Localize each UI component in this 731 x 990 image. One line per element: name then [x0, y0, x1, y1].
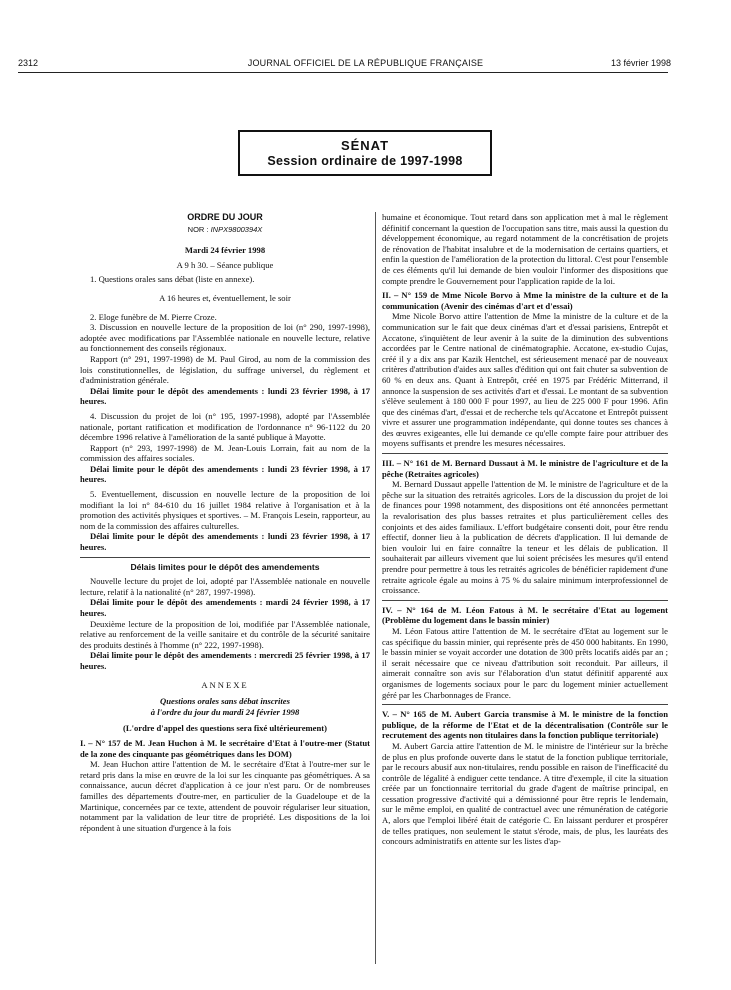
agenda-item-4: 4. Discussion du projet de loi (n° 195, 1997-1998), adopté par l'Assemblée nationale, portant ratification et modification de l'ordonnance n° 96-1122 du 20 décembre 1996 relative à l'amélioration de la santé publique à Mayotte.: [80, 410, 370, 443]
agenda-item-4-report: Rapport (n° 293, 1997-1998) de M. Jean-Louis Lorrain, fait au nom de la commission des affaires sociales.: [80, 442, 370, 464]
nor-label: NOR :: [187, 224, 211, 234]
morning-session: A 9 h 30. – Séance publique: [176, 259, 274, 270]
running-header: [0, 58, 731, 70]
question-164-body: M. Léon Fatous attire l'attention de M. le secrétaire d'Etat au logement sur le cas spécifique du bassin minier, qui représente près de 450 000 habitants. En 1990, le bassin minier se voyait accorder une dotation de 300 prêts locatifs aidés par an ; il serait nécessaire que ce niveau d'attribution soit reconduit. Par ailleurs, il aimerait connaître son avis sur l'élaboration d'un statut définitif apparenté aux organismes de logements sociaux pour le parc du logement minier actuellement géré par les Charbonnages de France.: [382, 625, 668, 700]
question-159-heading: II. – N° 159 de Mme Nicole Borvo à Mme la ministre de la culture et de la communication (Avenir des cinémas d'art et d'essai): [382, 290, 668, 311]
deadlines-para-2: Deuxième lecture de la proposition de loi, modifiée par l'Assemblée nationale, relative au renforcement de la veille sanitaire et du contrôle de la sécurité sanitaire des produits destinés à l'homme (n° 222, 1997-1998).: [80, 618, 370, 650]
questions-title-1: Questions orales sans débat inscrites: [160, 696, 290, 707]
right-column: [382, 212, 668, 847]
section-divider: [80, 557, 370, 558]
column-separator: [375, 212, 376, 964]
agenda-item-5-deadline: Délai limite pour le dépôt des amendements : lundi 23 février 1998, à 17 heures.: [80, 531, 370, 553]
question-165-heading: V. – N° 165 de M. Aubert Garcia transmise à M. le ministre de la fonction publique, de la réforme de l'Etat et de la décentralisation (Contrôle sur le recrutement des agents non titulaires dans la fonction publique territoriale): [382, 709, 668, 741]
senate-banner: [238, 130, 492, 176]
agenda-item-1: 1. Questions orales sans débat (liste en annexe).: [90, 274, 255, 285]
question-157-heading: I. – N° 157 de M. Jean Huchon à M. le secrétaire d'Etat à l'outre-mer (Statut de la zone des cinquante pas géométriques dans les DOM): [80, 737, 370, 759]
page-number: 2312: [18, 58, 39, 68]
question-divider: [382, 704, 668, 705]
agenda-item-5: 5. Eventuellement, discussion en nouvelle lecture de la proposition de loi modifiant la loi n° 84-610 du 16 juillet 1984 relative à l'organisation et à la promotion des activités physiques et sportives. – M. François Lesein, rapporteur, au nom de la commission des affaires culturelles.: [80, 489, 370, 531]
question-divider: [382, 453, 668, 454]
banner-title: SÉNAT: [340, 138, 390, 153]
deadlines-para-1-deadline: Délai limite pour le dépôt des amendements : mardi 24 février 1998, à 17 heures.: [80, 597, 370, 618]
issue-date: 13 février 1998: [610, 58, 671, 68]
questions-title-2: à l'ordre du jour du mardi 24 février 1998: [150, 706, 300, 717]
annex-title: ANNEXE: [201, 679, 249, 690]
nor-code: INPX9800394X: [210, 224, 263, 234]
question-159-body: Mme Nicole Borvo attire l'attention de Mme la ministre de la culture et de la communication sur le fait que deux cinémas d'art et d'essai parisiens, Entrepôt et Accatone, s'inquiètent de leur avenir à la suite de la diminution des subventions accordées par le Centre national de cinématographie. Accatone, ex-studio Cujas, créé il y a dix ans par Kazik Hentchel, est sérieusement menacé par de nouveaux critères d'attribution d'aides aux salles d'édition qui ont fait chuter sa subvention de 60 % en deux ans. Quant à Entrepôt, créé en 1975 par Frédéric Mitterrand, il annonce la suspension de ses activités d'art et d'essai. Le montant de sa subvention s'élève seulement à 180 000 F pour 1997, au lieu de 225 000 F pour 1996. Afin que des cinémas d'art, d'essai et de recherche tels qu'Accatone et Entrepôt puissent vivre et assurer une programmation indépendante, qui donne toutes ses chances à des œuvres exigeantes, elle lui demande ce qu'elle compte faire pour attribuer des moyens suffisants et prendre les mesures nécessaires.: [382, 311, 668, 449]
call-order-note: (L'ordre d'appel des questions sera fixé ultérieurement): [122, 723, 327, 734]
left-column: [80, 212, 370, 833]
question-161-body: M. Bernard Dussaut appelle l'attention de M. le ministre de l'agriculture et de la pêche sur la situation des retraités agricoles. Lors de la discussion du projet de loi de finances pour 1998 notamment, des dispositions ont été annoncées permettant la revalorisation des plus basses retraites et plus particulièrement celles des conjoints et des aides familiaux. L'effort budgétaire consenti doit, pour être rendu effectif, donner lieu à la publication de décrets d'application. Il lui demande de bien vouloir lui en faire connaître la teneur et les délais de publication. Il souhaiterait par ailleurs vivement que lui soient précisées les mesures qu'il entend prendre pour permettre à tous les retraités agricoles de bénéficier rapidement d'une retraite agricole égale au moins à 75 % du salaire minimum interprofessionnel de croissance.: [382, 479, 668, 596]
agenda-item-2: 2. Eloge funèbre de M. Pierre Croze.: [90, 311, 217, 322]
deadlines-para-1: Nouvelle lecture du projet de loi, adopté par l'Assemblée nationale en nouvelle lecture, relatif à la nationalité (n° 287, 1997-1998).: [80, 576, 370, 597]
question-157-continued: humaine et économique. Tout retard dans son application met à mal le règlement définitif concernant la question de l'occupation sans titre, mais aussi la question du développement économique, au regard notamment de la concrétisation de projets de rénovation de l'habitat insalubre et de la modernisation de certains quartiers, et enfin la question de l'amélioration de la protection du littoral. C'est pour l'ensemble de ces éléments qu'il lui demande de bien vouloir l'informer des dispositions que compte prendre le Gouvernement pour l'application rapide de la loi.: [382, 212, 669, 286]
nor-line: [80, 225, 370, 236]
question-157-body: M. Jean Huchon attire l'attention de M. le secrétaire d'Etat à l'outre-mer sur le retard pris dans la mise en œuvre de la loi sur les cinquante pas géométriques. A sa connaissance, aucun décret d'application à ce jour n'est paru. Or de nombreuses familles des départements d'outre-mer, en particulier de la Guadeloupe et de la Martinique, concernées par ce texte, attendent de pouvoir régulariser leur situation, notamment par la validation de leur titre de propriété. Les dispositions de la loi répondent à une situation d'urgence à la fois: [80, 759, 370, 833]
deadlines-title: Délais limites pour le dépôt des amendements: [130, 561, 320, 572]
agenda-item-3-deadline: Délai limite pour le dépôt des amendements : lundi 23 février 1998, à 17 heures.: [80, 385, 370, 407]
question-divider: [382, 600, 668, 601]
question-165-body: M. Aubert Garcia attire l'attention de M. le ministre de l'intérieur sur la brèche de plus en plus profonde ouverte dans le statut de la fonction publique territoriale, par le recours abusif aux non-titulaires, rendu possible en raison de l'inefficacité du contrôle de légalité à endiguer cette tendance. A titre d'exemple, il cite la situation créée par un fonctionnaire territorial du grade d'agent de maîtrise principal, en cessation progressive d'activité qui a démissionné pour être repris le lendemain, sur le même emploi, en qualité de contractuel avec une rémunération de catégorie A, alors que l'emploi libéré était de catégorie C. En laissant perdurer et prospérer de telles pratiques, non seulement le statut s'érode, mais, de plus, les lauréats des concours administratifs en attente sur les listes d'ap-: [382, 740, 668, 847]
agenda-item-3-report: Rapport (n° 291, 1997-1998) de M. Paul Girod, au nom de la commission des lois constitutionnelles, de législation, du suffrage universel, du règlement et d'administration générale.: [80, 353, 370, 386]
session-date: Mardi 24 février 1998: [184, 245, 266, 256]
afternoon-session: A 16 heures et, éventuellement, le soir: [159, 292, 291, 303]
banner-subtitle: Session ordinaire de 1997-1998: [267, 154, 463, 168]
agenda-title: ORDRE DU JOUR: [187, 212, 263, 222]
agenda-item-3: 3. Discussion en nouvelle lecture de la proposition de loi (n° 290, 1997-1998), adoptée avec modifications par l'Assemblée nationale en nouvelle lecture, relative au fonctionnement des conseils régionaux.: [80, 322, 370, 354]
agenda-item-4-deadline: Délai limite pour le dépôt des amendements : lundi 23 février 1998, à 17 heures.: [80, 463, 370, 485]
header-rule: [18, 72, 668, 73]
question-164-heading: IV. – N° 164 de M. Léon Fatous à M. le secrétaire d'Etat au logement (Problème du logement dans le bassin minier): [382, 604, 668, 626]
journal-title: JOURNAL OFFICIEL DE LA RÉPUBLIQUE FRANÇAISE: [247, 58, 484, 68]
deadlines-para-2-deadline: Délai limite pour le dépôt des amendements : mercredi 25 février 1998, à 17 heures.: [80, 650, 370, 671]
question-161-heading: III. – N° 161 de M. Bernard Dussaut à M. le ministre de l'agriculture et de la pêche (Retraites agricoles): [382, 458, 668, 479]
